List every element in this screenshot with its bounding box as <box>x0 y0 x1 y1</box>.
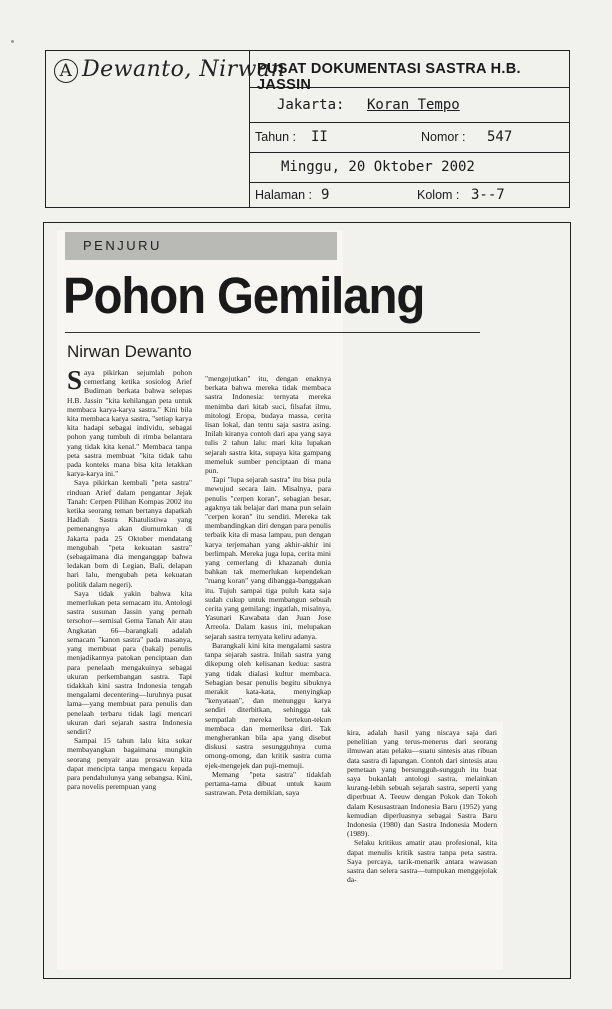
article-column-1 <box>67 365 192 792</box>
newspaper-clipping-continuation <box>343 722 503 970</box>
halaman-value: 9 <box>321 187 330 203</box>
publication-date: Minggu, 20 Oktober 2002 <box>281 159 475 175</box>
section-label: PENJURU <box>83 238 162 253</box>
kolom-label: Kolom : <box>417 188 460 202</box>
paragraph: Barangkali kini kita mengalami sastra tanpa sejarah sastra. Inilah sastra yang dikepung oleh kelisanan kedua: sastra yang tidak dialasi kultur membaca. Sebagian besar penulis begitu sibuknya merakit kata-kata, menyingkap "kenyataan", dan menunggu karya sendiri diterbitkan, sehingga tak sempatlah mereka bertekun-tekun membaca dan memeriksa diri. Tak mengherankan bila apa yang disebut diskusi sastra sesungguhnya cuma omong-omong, dan kritik sastra cuma ejek-mengejek dan puji-memuji. <box>205 640 331 770</box>
handwritten-author: Dewanto, Nirwan <box>82 57 286 82</box>
paragraph: Saya pikirkan kembali "peta sastra" rinduan Arief dalam pengantar Jejak Tanah: Cerpen Pilihan Kompas 2002 itu ketika seorang teman bertanya dapatkah Hadiah Sastra Khatulistiwa yang pemenangnya akan diumumkan di Jakarta pada 25 Oktober mendatang mengubah "peta kekuatan sastra" (sebagaimana dia menganggap bahwa ledakan bom di Legian, Bali, delapan hari lalu, mengubah peta kekuatan politik dalam negeri). <box>67 478 192 589</box>
page-column-row <box>249 182 569 209</box>
tahun-label: Tahun : <box>255 130 297 144</box>
circled-letter: A <box>54 59 78 83</box>
halaman-label: Halaman : <box>255 188 312 202</box>
tahun-value: II <box>311 129 328 145</box>
institution-name: PUSAT DOKUMENTASI SASTRA H.B. JASSIN <box>257 61 521 93</box>
article-column-2 <box>205 374 331 797</box>
paragraph: kira, adalah hasil yang niscaya saja dari penelitian yang terus-menerus dari seorang ilmuwan atau pelaku—suatu sintesis atas ribuan data sastra di lapangan. Contoh dari sintesis atau pemetaan yang bersungguh-sungguh itu buat saya bukanlah antologi sastra, melainkan kurang-lebih sebuah sejarah sastra, seperti yang diperbuat A. Teeuw dengan Pokok dan Tokoh dalam Kesusastraan Indonesia Baru (1952) yang kemudian diperluasnya sebagai Sastra Baru Indonesia (1980) dan Sastra Indonesia Modern (1989). <box>347 728 497 839</box>
paragraph: Sampai 15 tahun lalu kita sukar membayangkan bagaimana mungkin seorang penyair atau prosawan kita dapat mencipta tanpa mengacu kepada para pendahulunya yang sebangsa. Kini, para novelis perempuan yang <box>67 736 192 792</box>
year-number-row <box>249 122 569 153</box>
paragraph: Selaku kritikus amatir atau profesional, kita dapat menulis kritik sastra tanpa peta sastra. Saya percaya, tarik-menarik antara wawasan sastra dan selera sastra—tumpukan menggejolak da- <box>347 838 497 885</box>
punch-hole <box>11 40 14 43</box>
institution-row <box>249 51 569 93</box>
kolom-value: 3--7 <box>471 187 505 203</box>
drop-cap: S <box>67 365 83 395</box>
nomor-value: 547 <box>487 129 513 145</box>
article-column-3 <box>347 728 497 884</box>
paragraph: Tapi "lupa sejarah sastra" itu bisa pula mewujud secara lain. Misalnya, para penulis "cerpen koran", sebagian besar, agaknya tak belajar dari mana pun selain "cerpen koran" itu sendiri. Mereka tak membandingkan diri dengan para penulis terbaik kita di masa lampau, pun dengan karya terjemahan yang akhir-akhir ini berlimpah. Mereka juga lupa, cerita mini yang cemerlang di khazanah dunia bahkan tak memerlukan kependekan "ruang koran" yang dibangga-banggakan itu. Tujuh sampai tiga puluh kata saja sudah cukup untuk membangun sebuah cerita yang gemilang: ingatlah, misalnya, Yasunari Kawabata dan Juan Jose Arreola. Dalam kasus ini, melupakan sejarah sastra ternyata keliru adanya. <box>205 475 331 641</box>
section-banner <box>65 232 337 260</box>
paragraph: Saya pikirkan sejumlah pohon cemerlang ketika sosiolog Arief Budiman berkata bahwa selepas H.B. Jassin "kita kehilangan peta untuk membaca karya-karya sastra." Kini bila kita membaca karya sastra, "setiap karya kita hadapi sebagai individu, sebagai pohon yang tumbuh di rimba belantara yang tidak kita kenal." Membaca tanpa peta sastra membuat "kita tidak tahu pada konteks mana bisa kita letakkan karya-karya ini." <box>67 365 192 479</box>
newspaper-row <box>249 87 569 123</box>
nomor-label: Nomor : <box>421 130 466 144</box>
paragraph: Memang "peta sastra" tidaklah pertama-tama dibuat untuk kaum sastrawan. Peta demikian, saya <box>205 769 331 798</box>
article-author: Nirwan Dewanto <box>67 342 192 361</box>
paragraph: Saya tidak yakin bahwa kita memerlukan peta semacam itu. Antologi sastra susunan Jassin yang pernah tersohor—semisal Gema Tanah Air atau Angkatan 66—barangkali adalah semacam "kanon sastra" pada masanya, yang membuat para (bakal) penulis menjadikannya patokan penciptaan dan para penelaah mengakuinya sebagai ukuran perkembangan sastra. Tapi tidakkah kini sastra Indonesia tengah mengalami decentering—luruhnya pusat lama—yang membuat para penulis dan penelaah terbaru tidak lagi mencari ukuran dari sejarah sastra Indonesia sendiri? <box>67 588 192 736</box>
paragraph: "mengejutkan" itu, dengan enaknya berkata bahwa mereka tidak membaca sastra Indonesia: ternyata mereka menimba dari kitab suci, filsafat ilmu, mitologi Eropa, budaya massa, cerita lisan lokal, dan tentu saja sastra asing. Inilah kiranya contoh dari apa yang saya tulis 2 tahun lalu: mari kita lupakan sejarah sastra kita, supaya kita gampang memeluk sumber penciptaan di mana pun. <box>205 374 331 476</box>
city-label: Jakarta: <box>277 97 345 113</box>
title-rule <box>65 332 480 333</box>
clipping-header-form <box>45 50 570 208</box>
newspaper-name: Koran Tempo <box>367 97 460 113</box>
article-title: Pohon Gemilang <box>63 267 425 324</box>
date-row <box>249 152 569 183</box>
